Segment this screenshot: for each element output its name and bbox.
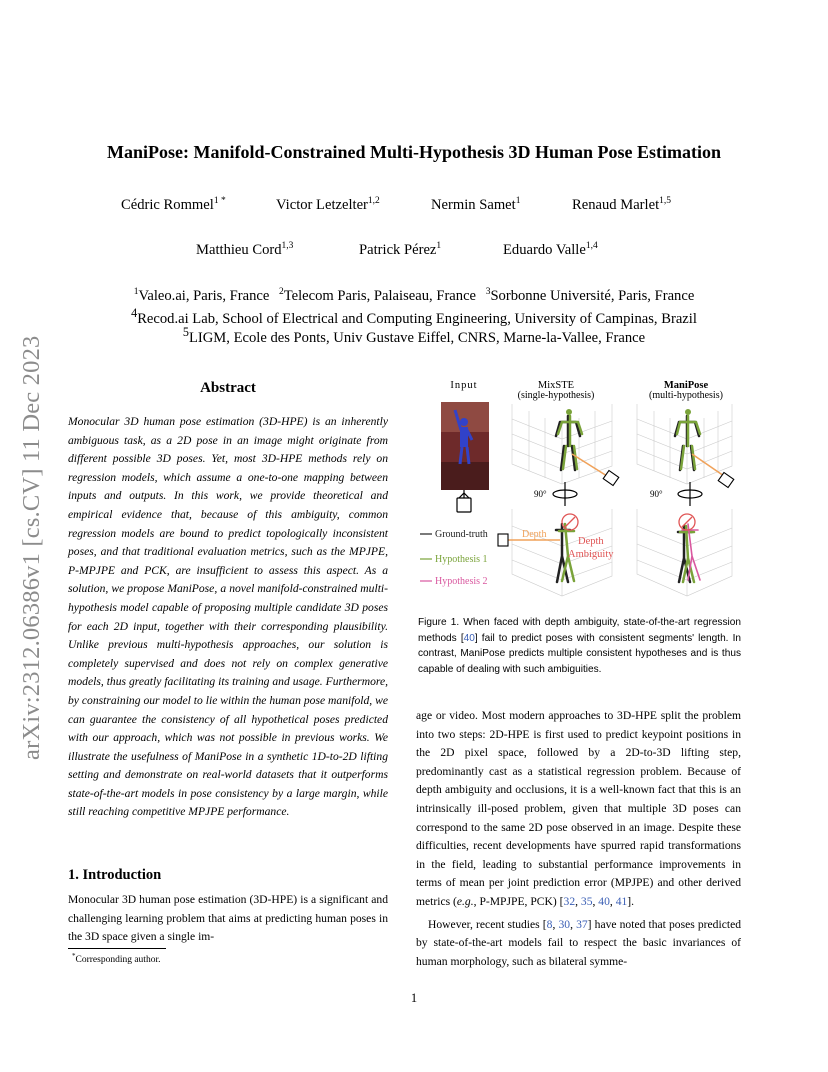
rotate-icon-manipose bbox=[678, 482, 702, 506]
citation-link[interactable]: 40 bbox=[463, 632, 475, 644]
input-photo bbox=[441, 402, 489, 490]
manipose-top-skeleton bbox=[675, 409, 700, 470]
mixste-top-skeleton bbox=[556, 409, 582, 470]
figure-caption: Figure 1. When faced with depth ambiguity, state-of-the-art regression methods [40] fail to predict poses with consistent segments' length. In contrast, ManiPose predicts multiple consistent hypotheses and is thus capable of dealing with such ambiguities. bbox=[418, 617, 742, 675]
author-6: Patrick Pérez$^1$ bbox=[359, 241, 442, 258]
legend-hypothesis-2: Hypothesis 2 bbox=[435, 576, 488, 587]
affiliations-line-1 bbox=[0, 287, 828, 305]
arxiv-stamp: arXiv:2312.06386v1 [cs.CV] 11 Dec 2023 bbox=[18, 335, 45, 760]
depth-label: Depth bbox=[522, 529, 547, 540]
author-5: Matthieu Cord$^{1,3}$ bbox=[196, 241, 294, 258]
citation-link[interactable]: 32 bbox=[563, 894, 576, 908]
footnote-rule bbox=[68, 948, 166, 949]
citation-link[interactable]: 41 bbox=[615, 894, 628, 908]
legend-ground-truth: Ground-truth bbox=[435, 529, 488, 540]
rotate-icon-mixste bbox=[553, 482, 577, 506]
mixste-subtitle: (single-hypothesis) bbox=[517, 390, 595, 401]
input-label: Input bbox=[450, 380, 478, 391]
manipose-bottom-skeleton bbox=[678, 524, 700, 582]
camera-icon-bottom bbox=[498, 534, 508, 546]
affiliation-1: $^1$Valeo.ai, Paris, France bbox=[133, 287, 270, 304]
abstract-body: Monocular 3D human pose estimation (3D-HPE) is an inherently ambiguous task, as a 2D pose in an image might originate from different possible 3D poses. Yet, most 3D-HPE methods rely on regression models, which assume a one-to-one mapping between inputs and outputs. In this work, we provide theoretical and empirical evidence that, because of this ambiguity, common regression models are bound to predict topologically inconsistent poses, and that traditional evaluation metrics, such as the MPJPE, P-MPJPE and PCK, are insufficient to assess this aspect. As a solution, we propose ManiPose, a novel manifold-constrained multi-hypothesis model capable of proposing multiple candidate 3D poses for each 2D input, together with their corresponding plausibility. Unlike previous multi-hypothesis approaches, our solution is completely supervised and does not rely on complex generative models, thus greatly facilitating its training and usage. Furthermore, by constraining our model to lie within the human pose manifold, we can guarantee the consistency of all hypothetical poses predicted with our approach, which was not possible in previous works. We illustrate the usefulness of ManiPose in a synthetic 1D-to-2D lifting setting and demonstrate on real-world datasets that it outperforms state-of-the-art models in pose consistency by a large margin, while still reaching competitive MPJPE performance. bbox=[68, 415, 388, 819]
affiliations-line-2: $^4$Recod.ai Lab, School of Electrical and Computing Engineering, University of Campinas, Brazil bbox=[131, 306, 697, 327]
citation-link[interactable]: 35 bbox=[580, 894, 593, 908]
right-column-body bbox=[416, 707, 741, 971]
author-3: Nermin Samet$^1$ bbox=[431, 196, 521, 213]
citation-link[interactable]: 37 bbox=[576, 917, 588, 931]
camera-icon-top-manipose bbox=[718, 472, 734, 487]
affiliation-2: $^2$Telecom Paris, Palaiseau, France bbox=[279, 287, 477, 304]
affiliations-line-3: $^5$LIGM, Ecole des Ponts, Univ Gustave Eiffel, CNRS, Marne-la-Vallee, France bbox=[182, 325, 646, 346]
affiliation-3: $^3$Sorbonne Université, Paris, France bbox=[485, 287, 695, 304]
paragraph-1: age or video. Most modern approaches to 3D-HPE split the problem into two steps: 2D-HPE is first used to predict keypoint positions in the 2D pixel space, followed by a 2D-to-3D lifting step, predominantly cast as a statistical regression problem. Because of depth ambiguity and occlusions, it is a well-known fact that this is an intrinsically ill-posed problem, given that multiple 3D poses can correspond to the same 2D pose observed in an image. Despite these difficulties, recent developments have spurred rapid transformations in the field, leading to substantial performance improvements in terms of mean per joint prediction error (MPJPE) and other derived metrics (e.g., P-MPJPE, PCK) [32, 35, 40, 41]. bbox=[416, 709, 741, 908]
author-7: Eduardo Valle$^{1,4}$ bbox=[503, 241, 598, 258]
ambiguity-slash-mixste bbox=[565, 517, 575, 527]
rotation-angle-mixste: 90° bbox=[534, 489, 547, 499]
citation-link[interactable]: 40 bbox=[598, 894, 610, 908]
manipose-title: ManiPose bbox=[663, 380, 709, 391]
introduction-body: Monocular 3D human pose estimation (3D-HPE) is a significant and challenging learning problem that aims at predicting human poses in the 3D space given a single im- bbox=[68, 893, 388, 944]
citation-link[interactable]: 30 bbox=[558, 917, 571, 931]
author-1: Cédric Rommel$^{1 *}$ bbox=[121, 196, 226, 213]
paper-title: ManiPose: Manifold-Constrained Multi-Hypothesis 3D Human Pose Estimation bbox=[106, 142, 721, 162]
abstract-heading: Abstract bbox=[200, 380, 256, 396]
introduction-heading: 1. Introduction bbox=[68, 867, 162, 883]
camera-icon bbox=[457, 490, 471, 512]
legend-hypothesis-1: Hypothesis 1 bbox=[435, 554, 488, 565]
mixste-top-panel bbox=[512, 404, 612, 484]
paragraph-2: However, recent studies [8, 30, 37] have noted that poses predicted by state-of-the-art models fail to respect the basic invariances of human morphology, such as bilateral symme- bbox=[416, 917, 742, 968]
page-number: 1 bbox=[410, 991, 418, 1005]
depth-ambiguity-label-1: Depth bbox=[578, 536, 604, 547]
footnote: *Corresponding author. bbox=[72, 952, 161, 966]
figure-legend bbox=[420, 529, 488, 587]
rotation-angle-manipose: 90° bbox=[650, 489, 663, 499]
camera-icon-top-mixste bbox=[603, 470, 619, 485]
depth-ambiguity-label-2: Ambiguity bbox=[568, 549, 614, 560]
mixste-title: MixSTE bbox=[537, 380, 575, 391]
citation-link[interactable]: 8 bbox=[546, 917, 553, 931]
author-2: Victor Letzelter$^{1,2}$ bbox=[276, 196, 380, 213]
manipose-subtitle: (multi-hypothesis) bbox=[649, 390, 723, 401]
author-4: Renaud Marlet$^{1,5}$ bbox=[572, 196, 672, 213]
figure-1 bbox=[412, 374, 742, 604]
